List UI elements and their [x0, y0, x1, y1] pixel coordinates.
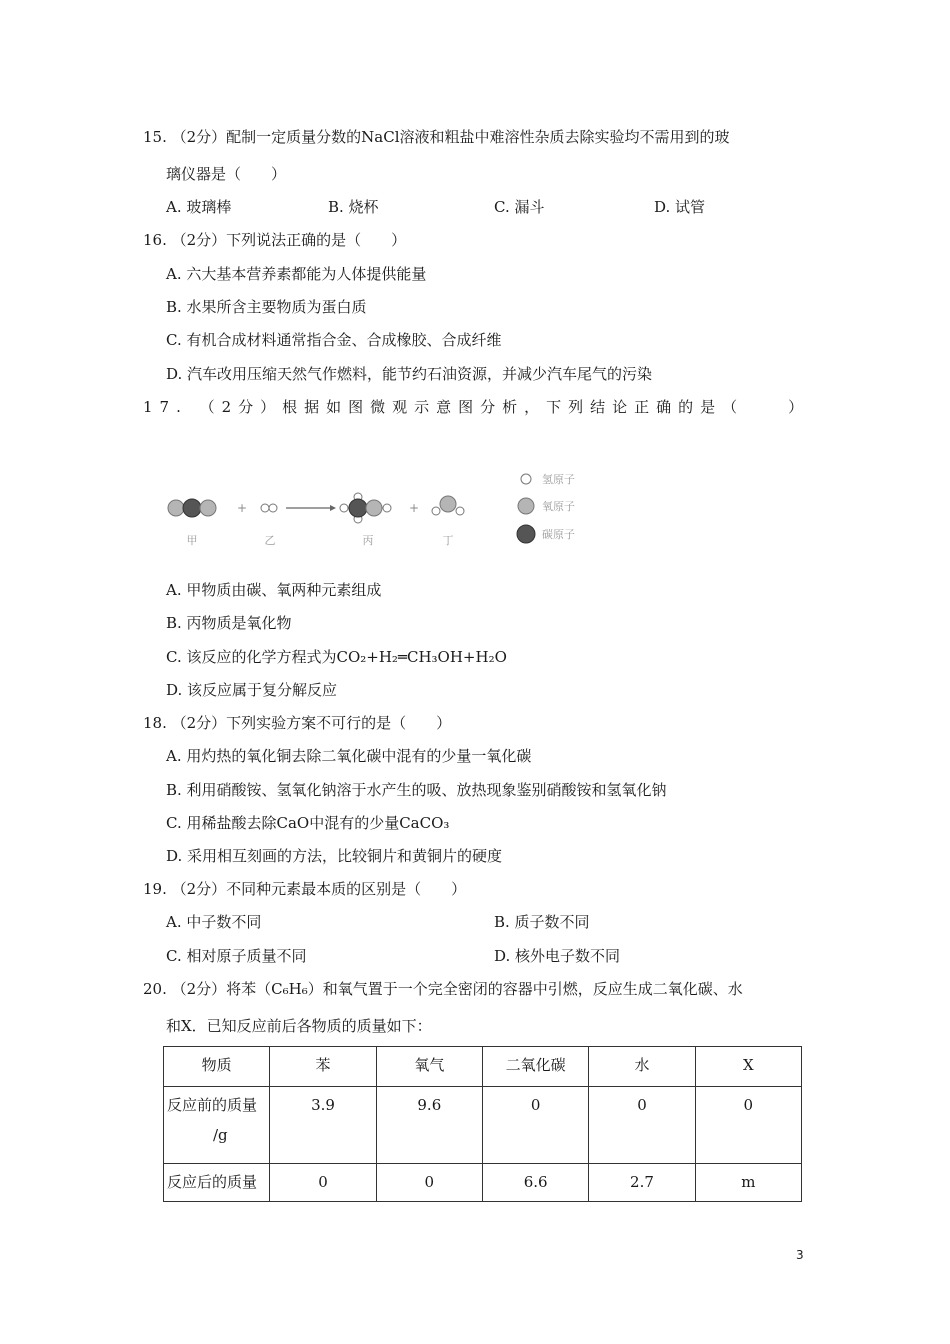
q20-stem-line2: 和X．已知反应前后各物质的质量如下： [166, 1017, 432, 1035]
plus-sign-2: + [408, 501, 420, 515]
label-yi: 乙 [264, 534, 276, 547]
table-row-label [164, 1087, 270, 1164]
molecule-jia [168, 499, 216, 517]
q18-option-b: B. 利用硝酸铵、氢氧化钠溶于水产生的吸、放热现象鉴别硝酸铵和氢氧化钠 [166, 781, 667, 799]
table-cell: 2.7 [589, 1164, 695, 1202]
page-number: 3 [796, 1248, 804, 1262]
reaction-arrow [286, 505, 336, 511]
q15-option-c: C. 漏斗 [494, 198, 545, 216]
table-cell: 0 [482, 1087, 588, 1164]
q18-stem: 18. （2分）下列实验方案不可行的是（ ） [143, 714, 452, 732]
legend-hydrogen-label: 氢原子 [542, 473, 575, 486]
q15-option-d: D. 试管 [654, 198, 706, 216]
q17-option-c [166, 647, 507, 667]
table-header: 二氧化碳 [482, 1047, 588, 1087]
table-cell: 9.6 [376, 1087, 482, 1164]
table-row [164, 1087, 802, 1164]
molecule-bing [340, 493, 391, 523]
q19-option-c: C. 相对原子质量不同 [166, 947, 307, 965]
q16-option-c: C. 有机合成材料通常指合金、合成橡胶、合成纤维 [166, 331, 502, 349]
q17-option-d: D. 该反应属于复分解反应 [166, 681, 338, 699]
legend-hydrogen-symbol [521, 474, 531, 484]
molecule-ding [432, 496, 464, 515]
table-header-row [164, 1047, 802, 1087]
q19-option-a: A. 中子数不同 [166, 913, 262, 931]
table-row [164, 1164, 802, 1202]
diagram-legend [517, 472, 575, 543]
q16-option-a: A. 六大基本营养素都能为人体提供能量 [166, 265, 427, 283]
q17-option-b: B. 丙物质是氧化物 [166, 614, 292, 632]
q15-stem-line1: 15. （2分）配制一定质量分数的NaCl溶液和粗盐中难溶性杂质去除实验均不需用到的玻 [143, 128, 730, 146]
q18-option-d: D. 采用相互刻画的方法，比较铜片和黄铜片的硬度 [166, 847, 503, 865]
reaction-diagram [160, 462, 620, 562]
q20-stem-line1: 20. （2分）将苯（C₆H₆）和氧气置于一个完全密闭的容器中引燃，反应生成二氧化碳、水 [143, 980, 743, 998]
legend-carbon-label: 碳原子 [542, 528, 575, 541]
mass-table [163, 1046, 802, 1202]
label-bing: 丙 [362, 534, 374, 547]
table-cell: 6.6 [482, 1164, 588, 1202]
table-cell: 0 [376, 1164, 482, 1202]
table-header: 水 [589, 1047, 695, 1087]
q17-equation: CO₂+H₂═CH₃OH+H₂O [336, 648, 507, 666]
q15-stem-line2: 璃仪器是（ ） [166, 165, 287, 183]
plus-sign-1: + [236, 501, 248, 515]
row-label-line1: 反应前的质量 [167, 1096, 258, 1114]
table-header: 物质 [164, 1047, 270, 1087]
table-row-label [164, 1164, 270, 1202]
table-cell: 0 [589, 1087, 695, 1164]
legend-carbon-symbol [517, 525, 535, 543]
label-jia: 甲 [186, 534, 198, 547]
q16-stem: 16. （2分）下列说法正确的是（ ） [143, 231, 407, 249]
q19-option-b: B. 质子数不同 [494, 913, 590, 931]
q19-option-d: D. 核外电子数不同 [494, 947, 621, 965]
legend-oxygen-symbol [518, 498, 534, 514]
table-header: 氧气 [376, 1047, 482, 1087]
q16-option-d: D. 汽车改用压缩天然气作燃料，能节约石油资源，并减少汽车尾气的污染 [166, 365, 653, 383]
q17-option-c-text: C. 该反应的化学方程式为 [166, 648, 337, 666]
q19-stem: 19. （2分）不同种元素最本质的区别是（ ） [143, 880, 467, 898]
q15-option-a: A. 玻璃棒 [166, 198, 232, 216]
q15-option-b: B. 烧杯 [328, 198, 379, 216]
table-header: 苯 [270, 1047, 376, 1087]
label-ding: 丁 [442, 534, 454, 547]
table-cell: 0 [270, 1164, 376, 1202]
legend-oxygen-label: 氧原子 [542, 500, 575, 513]
q18-option-a: A. 用灼热的氧化铜去除二氧化碳中混有的少量一氧化碳 [166, 747, 532, 765]
row-label-line1: 反应后的质量 [167, 1173, 258, 1191]
q16-option-b: B. 水果所含主要物质为蛋白质 [166, 298, 367, 316]
molecule-yi [261, 504, 277, 512]
q17-option-a: A. 甲物质由碳、氧两种元素组成 [166, 581, 382, 599]
q18-option-c: C. 用稀盐酸去除CaO中混有的少量CaCO₃ [166, 814, 450, 832]
table-header: X [695, 1047, 801, 1087]
table-cell: 3.9 [270, 1087, 376, 1164]
table-cell: m [695, 1164, 801, 1202]
row-label-line2: /g [213, 1126, 228, 1144]
q17-stem: 17. （2分）根据如图微观示意图分析，下列结论正确的是（ ） [143, 398, 811, 416]
table-cell: 0 [695, 1087, 801, 1164]
